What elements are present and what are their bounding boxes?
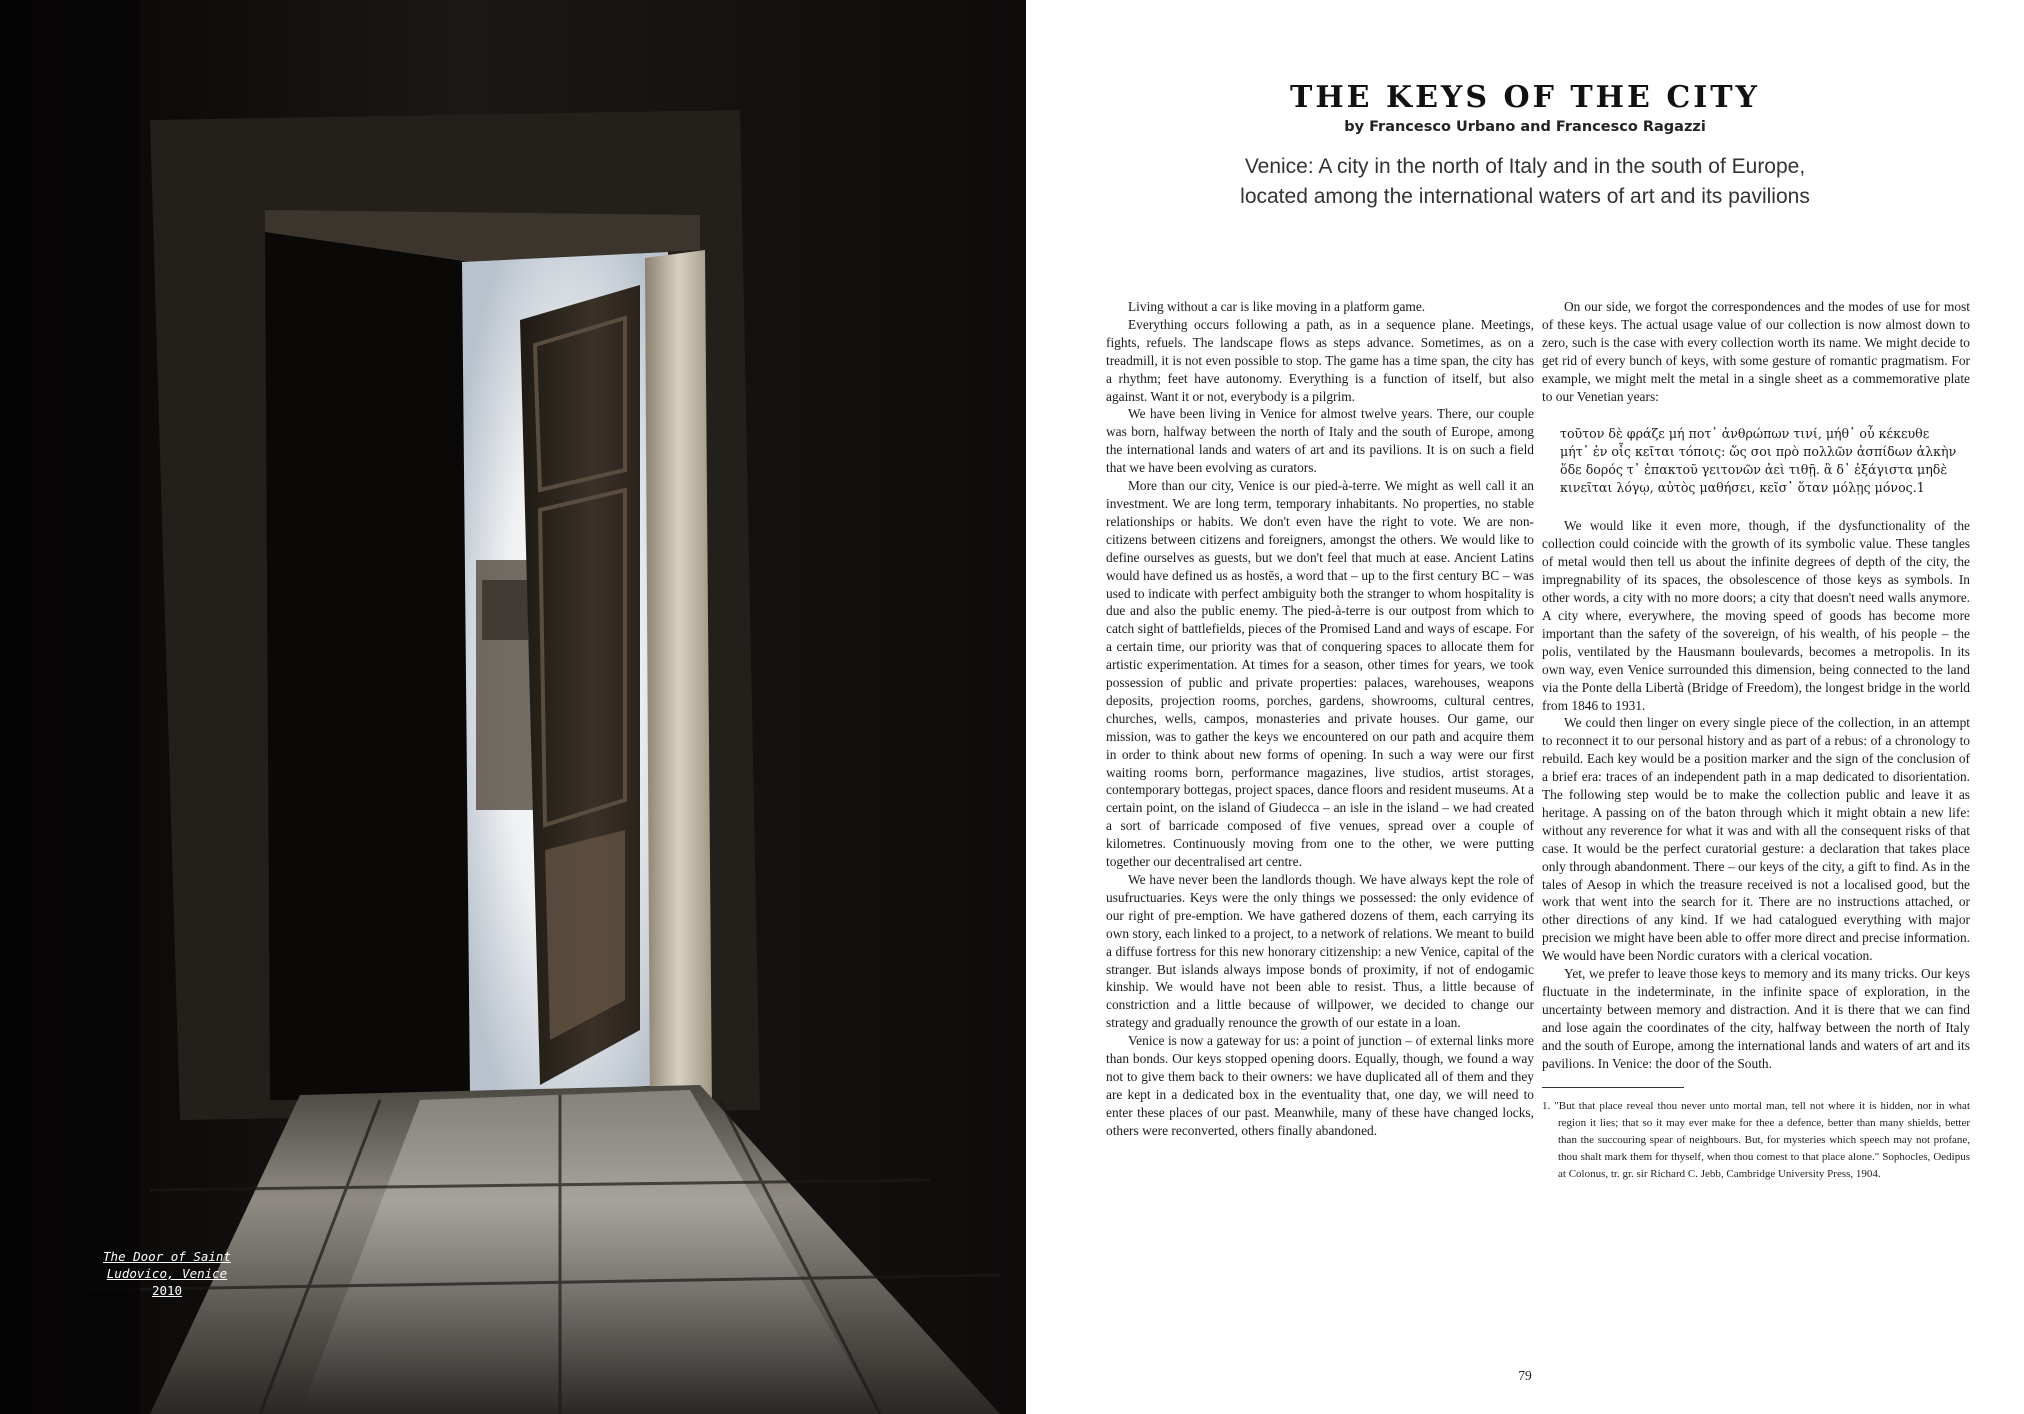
footnote: 1. "But that place reveal thou never unto mortal man, tell not where it is hidden, nor in what region it lies; that so it may ever make for thee a defence, better than many shields, better than the succouring spear of neighbours. But, for mysteries which speech may not profane, thou shalt mark them for thyself, when thou comest to that place alone." Sophocles, Oedipus at Colonus, tr. gr. sir Richard C. Jebb, Cambridge University Press, 1904. — [1542, 1099, 1970, 1181]
page-number: 79 — [1518, 1368, 1532, 1383]
right-text-column — [1542, 298, 1970, 1184]
greek-line: τοῦτον δὲ φράζε μή ποτ᾽ ἀνθρώπων τινί, μήθ᾽ οὗ κέκευθε — [1560, 426, 1930, 442]
paragraph: We would like it even more, though, if the dysfunctionality of the collection could coincide with the growth of its symbolic value. These tangles of metal would then tell us about the infinite degrees of depth of the city, the impregnability of its spaces, the obsolescence of those keys as symbols. In other words, a city with no more doors; a city that doesn't need walls anymore. A city where, everywhere, the moving speed of goods has become more important than the safety of the sovereign, of his wealth, of his people – the polis, ventilated by the Hausmann boulevards, becomes a metropolis. In its own way, even Venice surrounded this dimension, being connected to the land via the Ponte della Libertà (Bridge of Freedom), the longest bridge in the world from 1846 to 1931. — [1542, 518, 1970, 713]
article-subtitle — [1026, 152, 2024, 212]
photo-caption — [92, 1248, 242, 1299]
greek-line: μήτ᾽ ἐν οἷς κεῖται τόποις: ὥς σοι πρὸ πολλῶν ἀσπίδων ἀλκὴν — [1560, 444, 1957, 460]
paragraph: We have been living in Venice for almost twelve years. There, our couple was born, halfway between the north of Italy and the south of Europe, among the international lands and waters of art and its pavilions. It is on such a field that we have been evolving as curators. — [1106, 406, 1534, 476]
paragraph: Everything occurs following a path, as in a sequence plane. Meetings, fights, refuels. The landscape flows as steps advance. Sometimes, as on a treadmill, it is not even possible to stop. The game has a time span, the city has a rhythm; feet have autonomy. Everything is a function of itself, but also against. Want it or not, everybody is a pilgrim. — [1106, 316, 1534, 404]
greek-line: ὅδε δορός τ᾽ ἐπακτοῦ γειτονῶν ἀεὶ τιθῇ. ἃ δ᾽ ἐξάγιστα μηδὲ — [1560, 462, 1948, 478]
paragraph: We could then linger on every single piece of the collection, in an attempt to reconnect it to our personal history and as part of a rebus: of a chronology to rebuild. Each key would be a position marker and the sign of the conclusion of a brief era: traces of an independent path in a map dedicated to disorientation. The following step would be to make the collection public and leave it as heritage. A passing on of the baton through which it might obtain a new life: without any reverence for what it was and with all the consequent risks of that case. It would be the perfect curatorial gesture: a declaration that takes place only through abandonment. There – our keys of the city, a gift to find. As in the tales of Aesop in which the treasure received is not a localised good, but the work that went into the search for it. There are no instructions attached, or other directions of any kind. If we had catalogued everything with major precision we might have been able to offer more direct and precise information. We would have been Nordic curators with a clerical vocation. — [1542, 715, 1970, 964]
left-text-column — [1106, 298, 1534, 1140]
paragraph: Living without a car is like moving in a platform game. — [1128, 299, 1426, 314]
article-byline: by Francesco Urbano and Francesco Ragazzi — [1344, 119, 1706, 135]
caption-year: 2010 — [151, 1283, 183, 1298]
article-page — [1026, 0, 2024, 1414]
subtitle-line: located among the international waters of art and its pavilions — [1240, 185, 1810, 208]
paragraph: On our side, we forgot the correspondences and the modes of use for most of these keys. The actual usage value of our collection is now almost down to zero, such is the case with every collection worth its name. We might decide to get rid of every bunch of keys, with some gesture of romantic pragmatism. For example, we might melt the metal in a single sheet as a commemorative plate to our Venetian years: — [1542, 299, 1970, 404]
greek-quotation — [1560, 425, 1970, 497]
paragraph: Yet, we prefer to leave those keys to memory and its many tricks. Our keys fluctuate in the indeterminate, in the infinite space of exploration, in the uncertainty between memory and distraction. And it is there that we can find and lose again the coordinates of the city, halfway between the north of Italy and the south of Europe, among the international lands and waters of art and its pavilions. In Venice: the door of the South. — [1542, 966, 1970, 1071]
caption-title: The Door of Saint Ludovico, Venice — [103, 1249, 231, 1281]
article-title: THE KEYS OF THE CITY — [1290, 80, 1760, 115]
footnote-divider — [1542, 1087, 1684, 1088]
paragraph: We have never been the landlords though. We have always kept the role of usufructuaries. Keys were the only things we possessed: the only evidence of our right of pre-emption. We have gathered dozens of them, each carrying its own story, each linked to a project, to a network of relations. We meant to build a diffuse fortress for this new honorary citizenship: a new Venice, capital of the stranger. But islands always impose bonds of proximity, if not of endogamic kinship. We would have not been able to resist. Thus, a little because of constriction and a little because of willpower, we decided to change our strategy and gradually renounce the growth of our estate in a loan. — [1106, 872, 1534, 1031]
subtitle-line: Venice: A city in the north of Italy and in the south of Europe, — [1244, 155, 1806, 178]
paragraph: Venice is now a gateway for us: a point of junction – of external links more than bonds. Our keys stopped opening doors. Equally, though, we found a way not to give them back to their owners: we have duplicated all of them and they are kept in a dedicated box in the eventuality that, one day, we will need to enter these places of our past. Meanwhile, many of these have changed locks, others were reconverted, others finally abandoned. — [1106, 1033, 1534, 1138]
greek-line: κινεῖται λόγῳ, αὐτὸς μαθήσει, κεῖσ᾽ ὅταν μόλῃς μόνος.1 — [1560, 480, 1925, 496]
paragraph: More than our city, Venice is our pied-à-terre. We might as well call it an investment. We are long term, temporary inhabitants. No properties, no stable relationships or habits. We don't even have the right to vote. We are non-citizens between citizens and foreigners, amongst the others. We would like to define ourselves as guests, but we don't feel that much at ease. Ancient Latins would have defined us as hostēs, a word that – up to the first century BC – was used to indicate with perfect ambiguity both the stranger to whom hospitality is due and also the public enemy. The pied-à-terre is our outpost from which to catch sight of battlefields, pieces of the Promised Land and ways of escape. For a certain time, our priority was that of conquering spaces to allocate them for artistic experimentation. At times for a season, other times for years, we took possession of public and private properties: palaces, warehouses, weapons deposits, projection rooms, porches, gardens, showrooms, cultural centres, churches, wells, campos, monasteries and private houses. Our game, our mission, was to gather the keys we encountered on our path and acquire them in order to think about new forms of opening. In such a way were our first waiting rooms born, performance magazines, live studios, artist storages, contemporary bottegas, project spaces, dance floors and resident museums. At a certain point, on the island of Giudecca – an isle in the island – we had created a sort of barricade composed of five venues, spread over a couple of kilometres. Continuously moving from one to the other, we were putting together our decentralised art centre. — [1106, 478, 1534, 870]
